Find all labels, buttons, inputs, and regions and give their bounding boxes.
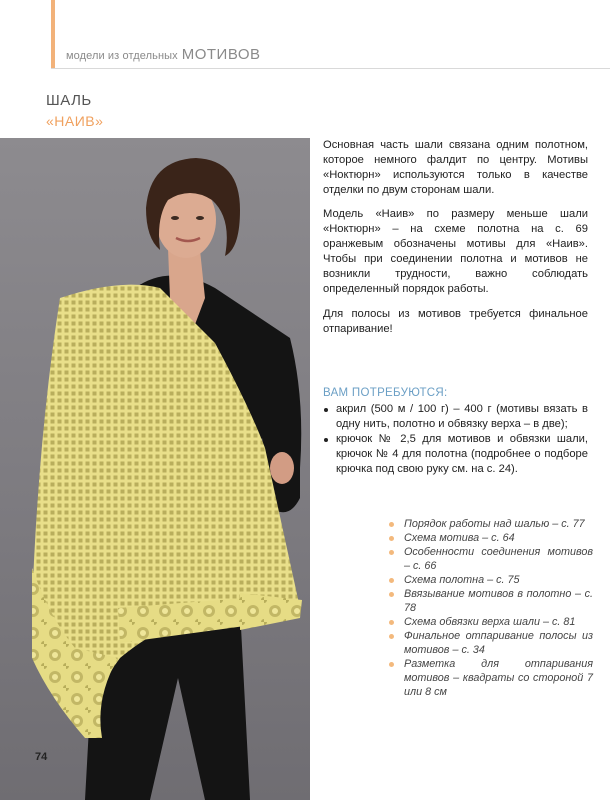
model-title: ШАЛЬ (46, 92, 92, 109)
paragraph-3: Для полосы из мотивов требуется финальное отпаривание! (323, 308, 588, 335)
reference-item: Схема полотна – с. 75 (388, 573, 593, 587)
materials-heading: ВАМ ПОТРЕБУЮТСЯ: (323, 387, 448, 399)
reference-item: Финальное отпаривание полосы из мотивов – с. 34 (388, 629, 593, 657)
materials-list (323, 402, 588, 477)
reference-list (388, 517, 593, 699)
materials-item: крючок № 2,5 для мотивов и обвязки шали, крючок № 4 для полотна (подробнее о подборе крючка под свою руку см. на с. 24). (323, 432, 588, 477)
reference-item: Схема мотива – с. 64 (388, 531, 593, 545)
paragraph-2: Модель «Наив» по размеру меньше шали «Ноктюрн» – на схеме полотна на с. 69 оранжевым обозначены мотивы для «Наив». Чтобы при соединении полотна и мотивов не возникли трудности, важно соблюдать определенный порядок работы. (323, 208, 588, 295)
model-photo (0, 138, 310, 800)
model-name: «НАИВ» (46, 113, 104, 129)
section-title-small: модели из отдельных (66, 50, 178, 62)
page-header (0, 0, 610, 69)
reference-item: Особенности соединения мотивов – с. 66 (388, 545, 593, 573)
photo-illustration (0, 138, 310, 800)
section-title-big: МОТИВОВ (181, 46, 261, 63)
section-title (66, 46, 261, 64)
reference-item: Порядок работы над шалью – с. 77 (388, 517, 593, 531)
header-accent-bar (51, 0, 55, 69)
page-number: 74 (35, 751, 48, 763)
paragraph-1: Основная часть шали связана одним полотном, которое немного фалдит по центру. Мотивы «Ноктюрн» используются только в качестве отделки по двум сторонам шали. (323, 139, 588, 196)
reference-item: Разметка для отпаривания мотивов – квадраты со стороной 7 или 8 см (388, 657, 593, 699)
header-divider (51, 68, 610, 69)
reference-item: Ввязывание мотивов в полотно – с. 78 (388, 587, 593, 615)
reference-item: Схема обвязки верха шали – с. 81 (388, 615, 593, 629)
materials-item: акрил (500 м / 100 г) – 400 г (мотивы вязать в одну нить, полотно и обвязку верха – в две); (323, 402, 588, 432)
